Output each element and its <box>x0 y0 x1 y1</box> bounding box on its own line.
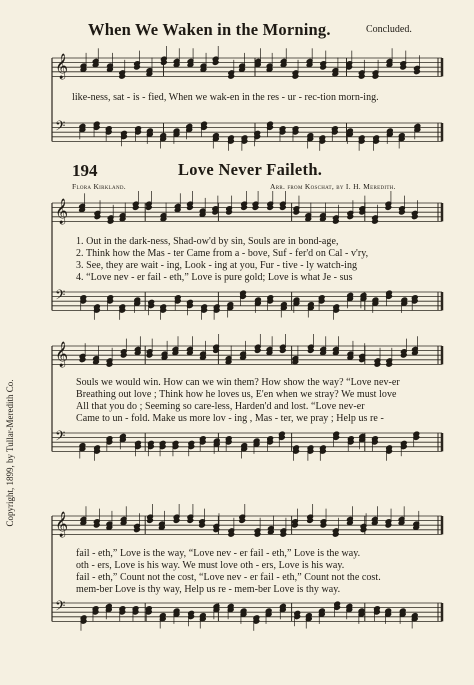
treble-clef: 𝄞 <box>55 512 69 537</box>
bass-clef: 𝄢 <box>55 428 66 447</box>
hymn-title: Love Never Faileth. <box>178 160 323 179</box>
page-header-title: When We Waken in the Morning. <box>88 20 331 39</box>
page-header-note: Concluded. <box>366 24 412 35</box>
verse-1-line-2: Souls we would win. How can we win them? How show the way? “Love nev-er <box>76 377 400 388</box>
verse-1-line-3: fail - eth,” Love is the way, “Love nev - er fail - eth,” Love is the way. <box>76 548 361 559</box>
verse-2-line-3: oth - ers, Love is his way. We must love oth - ers, Love is his way. <box>76 560 345 571</box>
treble-clef: 𝄞 <box>55 342 69 367</box>
bass-clef: 𝄢 <box>55 118 66 137</box>
clefs <box>55 53 68 617</box>
notes <box>79 46 421 631</box>
verse-2-line-2: Breathing out love ; Think how he loves us, E'en when we stray? We must love <box>76 389 397 400</box>
verse-3-line-3: fail - eth,” Count not the cost, “Love nev - er fail - eth,” Count not the cost. <box>76 572 381 583</box>
treble-clef: 𝄞 <box>55 54 69 79</box>
music-credit: Arr. from Koschat, by I. H. Meredith. <box>270 182 396 191</box>
verse-4-line-1: 4. “Love nev - er fail - eth,” Love is pure gold; Love is what Je - sus <box>76 272 353 283</box>
verse-4-line-2: Came to un - fold. Make us more lov - ing , Mas - ter, we pray ; Help us re - <box>76 413 384 424</box>
hymn-number: 194 <box>72 161 98 180</box>
bass-clef: 𝄢 <box>55 598 66 617</box>
verse-3-line-2: All that you do ; Seeming so care-less, Harden'd and lost. “Love nev-er <box>76 401 365 412</box>
verse-3-line-1: 3. See, they are wait - ing, Look - ing at you, Fur - tive - ly watch-ing <box>76 260 358 271</box>
verse-4-line-3: mem-ber Love is thy way, Help us re - mem-ber Love is thy way. <box>76 584 341 595</box>
treble-clef: 𝄞 <box>55 199 69 224</box>
verse-2-line-1: 2. Think how the Mas - ter Came from a - bove, Suf - fer'd on Cal - v'ry, <box>76 248 369 259</box>
copyright-notice: Copyright, 1899, by Tullar-Meredith Co. <box>5 379 15 527</box>
bass-clef: 𝄢 <box>55 287 66 306</box>
words-credit: Flora Kirkland. <box>72 182 126 191</box>
verse-1-line-1: 1. Out in the dark-ness, Shad-ow'd by sin, Souls are in bond-age, <box>76 236 339 247</box>
top-system-lyrics: like-ness, sat - is - fied, When we wak-en in the res - ur - rec-tion morn-ing. <box>72 92 379 103</box>
